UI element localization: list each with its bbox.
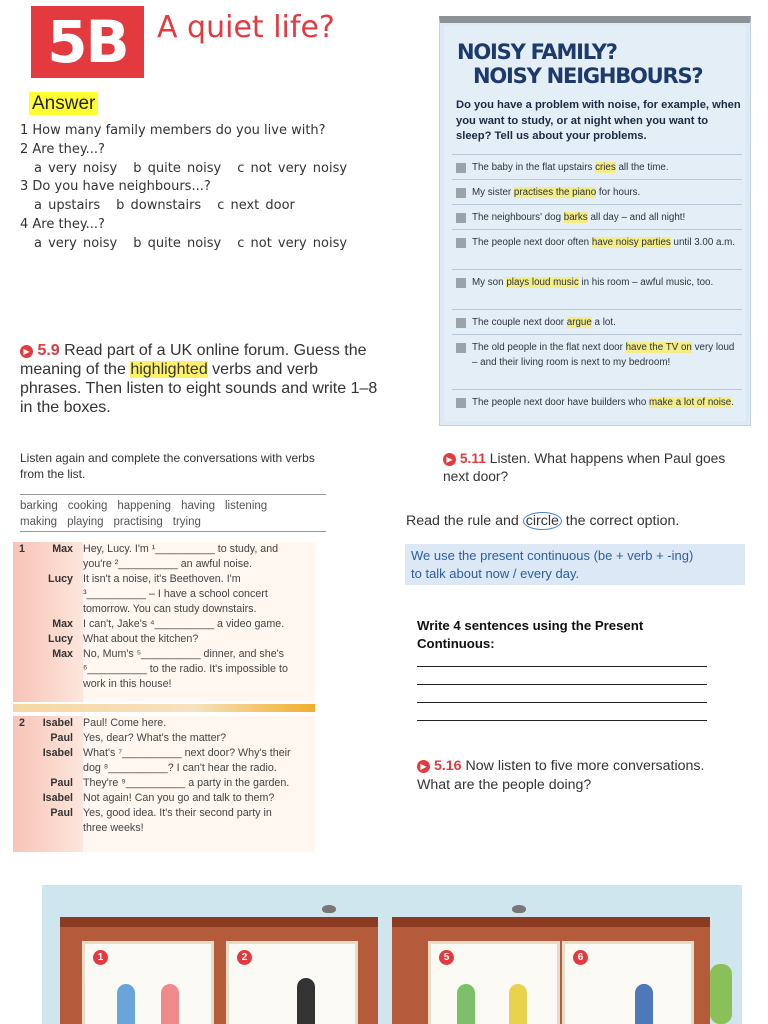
question-2: 2 Are they...? [20, 141, 105, 157]
speaker: Isabel [42, 792, 73, 804]
conversation-1 [13, 542, 315, 702]
line-text: you're ²__________ an awful noise. [83, 558, 253, 570]
forum-panel [439, 16, 751, 426]
exercise-5-11 [443, 450, 753, 485]
option[interactable]: b downstairs [116, 198, 202, 214]
room-number: 1 [93, 950, 108, 965]
option[interactable]: a upstairs [34, 198, 101, 214]
dialogue-line [13, 557, 315, 572]
audio-icon[interactable]: ▶ [417, 760, 430, 773]
post-text: The old people in the flat next door [472, 342, 626, 353]
speaker: Paul [50, 777, 73, 789]
dialogue-line [13, 821, 315, 836]
word-item: cooking [67, 500, 108, 512]
post-text: . [731, 397, 734, 408]
question-2-options [20, 160, 363, 179]
post-text: all day – and all night! [587, 212, 686, 223]
unit-badge: 5B [31, 6, 144, 78]
forum-post [452, 269, 742, 309]
line-text: No, Mum's ⁵__________ dinner, and she's [83, 648, 285, 660]
post-text: for hours. [596, 187, 641, 198]
forum-posts [452, 154, 742, 429]
exercise-number: 5.11 [459, 451, 486, 466]
person-figure [117, 984, 135, 1024]
answer-tag: Answer [29, 92, 98, 115]
highlighted-verb: cries [595, 162, 616, 173]
post-text: until 3.00 a.m. [670, 237, 736, 248]
post-text: a lot. [591, 317, 616, 328]
speaker: Isabel [42, 747, 73, 759]
bird-icon [512, 905, 526, 913]
exercise-number: 5.9 [37, 342, 60, 359]
person-figure [509, 984, 527, 1024]
speaker: Max [52, 618, 73, 630]
instruction-text: Read the rule and [406, 513, 523, 529]
dialogue-line [13, 731, 315, 746]
word-list [20, 494, 326, 532]
forum-title-line: NOISY FAMILY? [457, 40, 617, 64]
forum-post [452, 154, 742, 179]
dialogue-line [13, 716, 315, 731]
instruction-text: the correct option. [561, 513, 680, 529]
question-3: 3 Do you have neighbours...? [20, 179, 211, 195]
dialogue-line [13, 662, 315, 677]
speaker: Max [52, 648, 73, 660]
person-figure [635, 984, 653, 1024]
write-task: Write 4 sentences using the Present Continuous: [417, 618, 644, 651]
dialogue-line [13, 806, 315, 821]
exercise-5-9 [20, 341, 380, 417]
dialogue-line [13, 761, 315, 776]
option[interactable]: a very noisy [34, 160, 118, 176]
line-text: tomorrow. You can study downstairs. [83, 603, 257, 615]
forum-post [452, 389, 742, 429]
word-item: playing [67, 516, 104, 528]
line-text: Yes, good idea. It's their second party in [83, 807, 272, 819]
word-item: listening [224, 500, 268, 512]
highlighted-verb: have noisy parties [591, 237, 671, 248]
rule-instruction [406, 513, 679, 529]
conversation-number: 1 [19, 543, 25, 555]
writing-line[interactable] [417, 684, 707, 685]
line-text: ⁶__________ to the radio. It's impossible to [83, 663, 288, 675]
room-scene [428, 941, 560, 1024]
line-text: dog ⁸__________? I can't hear the radio. [83, 762, 277, 774]
dialogue-line [13, 677, 315, 692]
answer-box[interactable] [456, 163, 466, 173]
room-number: 5 [439, 950, 454, 965]
room-scene [82, 941, 214, 1024]
speaker [27, 761, 83, 776]
forum-post [452, 204, 742, 229]
word-item: happening [117, 500, 172, 512]
word-item: practising [113, 516, 163, 528]
rule-line[interactable]: to talk about now / every day. [411, 565, 580, 581]
question-4-options [20, 235, 363, 254]
highlighted-verb: barks [563, 212, 588, 223]
houses-illustration [42, 885, 742, 1024]
dialogue-line [13, 572, 315, 587]
conversation-2 [13, 716, 315, 852]
option[interactable]: a very noisy [34, 235, 118, 251]
line-text: It isn't a noise, it's Beethoven. I'm [83, 573, 241, 585]
room-scene [562, 941, 694, 1024]
forum-title [457, 40, 702, 88]
speaker [27, 821, 83, 836]
dialogue-line [13, 647, 315, 662]
dialogue-line [13, 587, 315, 602]
option[interactable]: b quite noisy [133, 160, 222, 176]
person-figure [297, 978, 315, 1024]
writing-line[interactable] [417, 720, 707, 721]
exercise-text: Now listen to five more conversations. What are the people doing? [417, 758, 705, 793]
word-row [20, 514, 326, 530]
room-number: 6 [573, 950, 588, 965]
rule-line: We use the present continuous (be + verb + -ing) [411, 548, 694, 563]
highlighted-verb: plays loud music [506, 277, 579, 288]
speaker: Max [52, 543, 73, 555]
listen-again-instruction: Listen again and complete the conversations with verbs from the list. [20, 451, 315, 481]
line-text: What's ⁷__________ next door? Why's their [83, 747, 291, 759]
answer-box[interactable] [456, 318, 466, 328]
answer-box[interactable] [456, 188, 466, 198]
word-item: barking [20, 500, 58, 512]
exercise-text: Read part of a UK online forum. Guess the meaning of the [20, 342, 367, 378]
house [60, 917, 378, 1024]
speaker [27, 557, 83, 572]
speaker [27, 587, 83, 602]
answer-box[interactable] [456, 213, 466, 223]
option[interactable]: b quite noisy [133, 235, 222, 251]
dialogue-line [13, 791, 315, 806]
exercise-number: 5.16 [433, 758, 462, 774]
word-item: making [20, 516, 58, 528]
post-text: The baby in the flat upstairs [472, 162, 596, 173]
speaker: Isabel [42, 717, 73, 729]
forum-post [452, 309, 742, 334]
post-text: The couple next door [472, 317, 567, 328]
writing-line[interactable] [417, 702, 707, 703]
unit-title: A quiet life? [157, 10, 335, 45]
dialogue-line [13, 632, 315, 647]
answer-box[interactable] [456, 343, 466, 353]
post-text: The people next door have builders who [472, 397, 650, 408]
forum-post [452, 334, 742, 389]
bird-icon [322, 905, 336, 913]
post-text: The people next door often [472, 237, 592, 248]
dialogue-line [13, 776, 315, 791]
forum-intro: Do you have a problem with noise, for example, when you want to study, or at night when you want to sleep? Tell us about your problems. [456, 99, 741, 142]
questions-list [20, 122, 363, 254]
line-text: Not again! Can you go and talk to them? [83, 792, 275, 804]
post-text: My sister [472, 187, 514, 198]
audio-icon[interactable]: ▶ [443, 453, 456, 466]
highlighted-verb: have the TV on [625, 342, 692, 353]
grammar-rule-box [405, 544, 745, 585]
line-text: Hey, Lucy. I'm ¹__________ to study, and [83, 543, 279, 555]
speaker [27, 602, 83, 617]
post-text: in his room – awful music, too. [578, 277, 714, 288]
speaker: Lucy [48, 633, 73, 645]
line-text: work in this house! [83, 678, 172, 690]
forum-post [452, 179, 742, 204]
speaker [27, 662, 83, 677]
circled-word: circle [523, 512, 562, 530]
post-text: My son [472, 277, 507, 288]
line-text: What about the kitchen? [83, 633, 199, 645]
post-text: all the time. [615, 162, 669, 173]
exercise-text: verbs and verb phrases. Then listen to eight sounds and write 1–8 in the boxes. [20, 361, 378, 416]
highlighted-verb: argue [566, 317, 592, 328]
line-text: three weeks! [83, 822, 144, 834]
speaker: Lucy [48, 573, 73, 585]
person-figure [457, 984, 475, 1024]
highlighted-verb: practises the piano [513, 187, 597, 198]
forum-title-line: NOISY NEIGHBOURS? [473, 64, 703, 88]
audio-icon[interactable]: ▶ [20, 345, 33, 358]
highlighted-verb: make a lot of noise [649, 397, 732, 408]
word-item: trying [172, 516, 201, 528]
answer-box[interactable] [456, 398, 466, 408]
post-text: very loud – and their living room is next to my bedroom! [472, 342, 735, 368]
answer-box[interactable] [456, 278, 466, 288]
word-row [20, 498, 326, 514]
post-text: The neighbours' dog [472, 212, 564, 223]
exercise-5-16 [417, 757, 737, 794]
conversation-number: 2 [19, 717, 25, 729]
speaker: Paul [50, 732, 73, 744]
dialogue-line [13, 602, 315, 617]
line-text: ³__________ – I have a school concert [83, 588, 268, 600]
line-text: Paul! Come here. [83, 717, 167, 729]
answer-box[interactable] [456, 238, 466, 248]
dialogue-line [13, 542, 315, 557]
highlighted-word: highlighted [130, 361, 208, 378]
person-figure [161, 984, 179, 1024]
option[interactable]: c not very noisy [237, 160, 348, 176]
line-text: I can't, Jake's ⁴__________ a video game. [83, 618, 285, 630]
line-text: They're ⁹__________ a party in the garden. [83, 777, 290, 789]
speaker [27, 677, 83, 692]
option[interactable]: c not very noisy [237, 235, 348, 251]
forum-post [452, 229, 742, 269]
tree [710, 964, 732, 1024]
question-4: 4 Are they...? [20, 216, 105, 232]
room-number: 2 [237, 950, 252, 965]
question-3-options [20, 197, 363, 216]
room-scene [226, 941, 358, 1024]
speaker: Paul [50, 807, 73, 819]
dialogue-line [13, 617, 315, 632]
writing-line[interactable] [417, 666, 707, 667]
word-item: having [181, 500, 215, 512]
section-divider [13, 704, 315, 712]
forum-panel-body [444, 26, 746, 421]
question-1: 1 How many family members do you live with? [20, 123, 326, 138]
dialogue-line [13, 746, 315, 761]
option[interactable]: c next door [217, 198, 295, 214]
line-text: Yes, dear? What's the matter? [83, 732, 227, 744]
exercise-text: Listen. What happens when Paul goes next door? [443, 451, 726, 484]
house [392, 917, 710, 1024]
